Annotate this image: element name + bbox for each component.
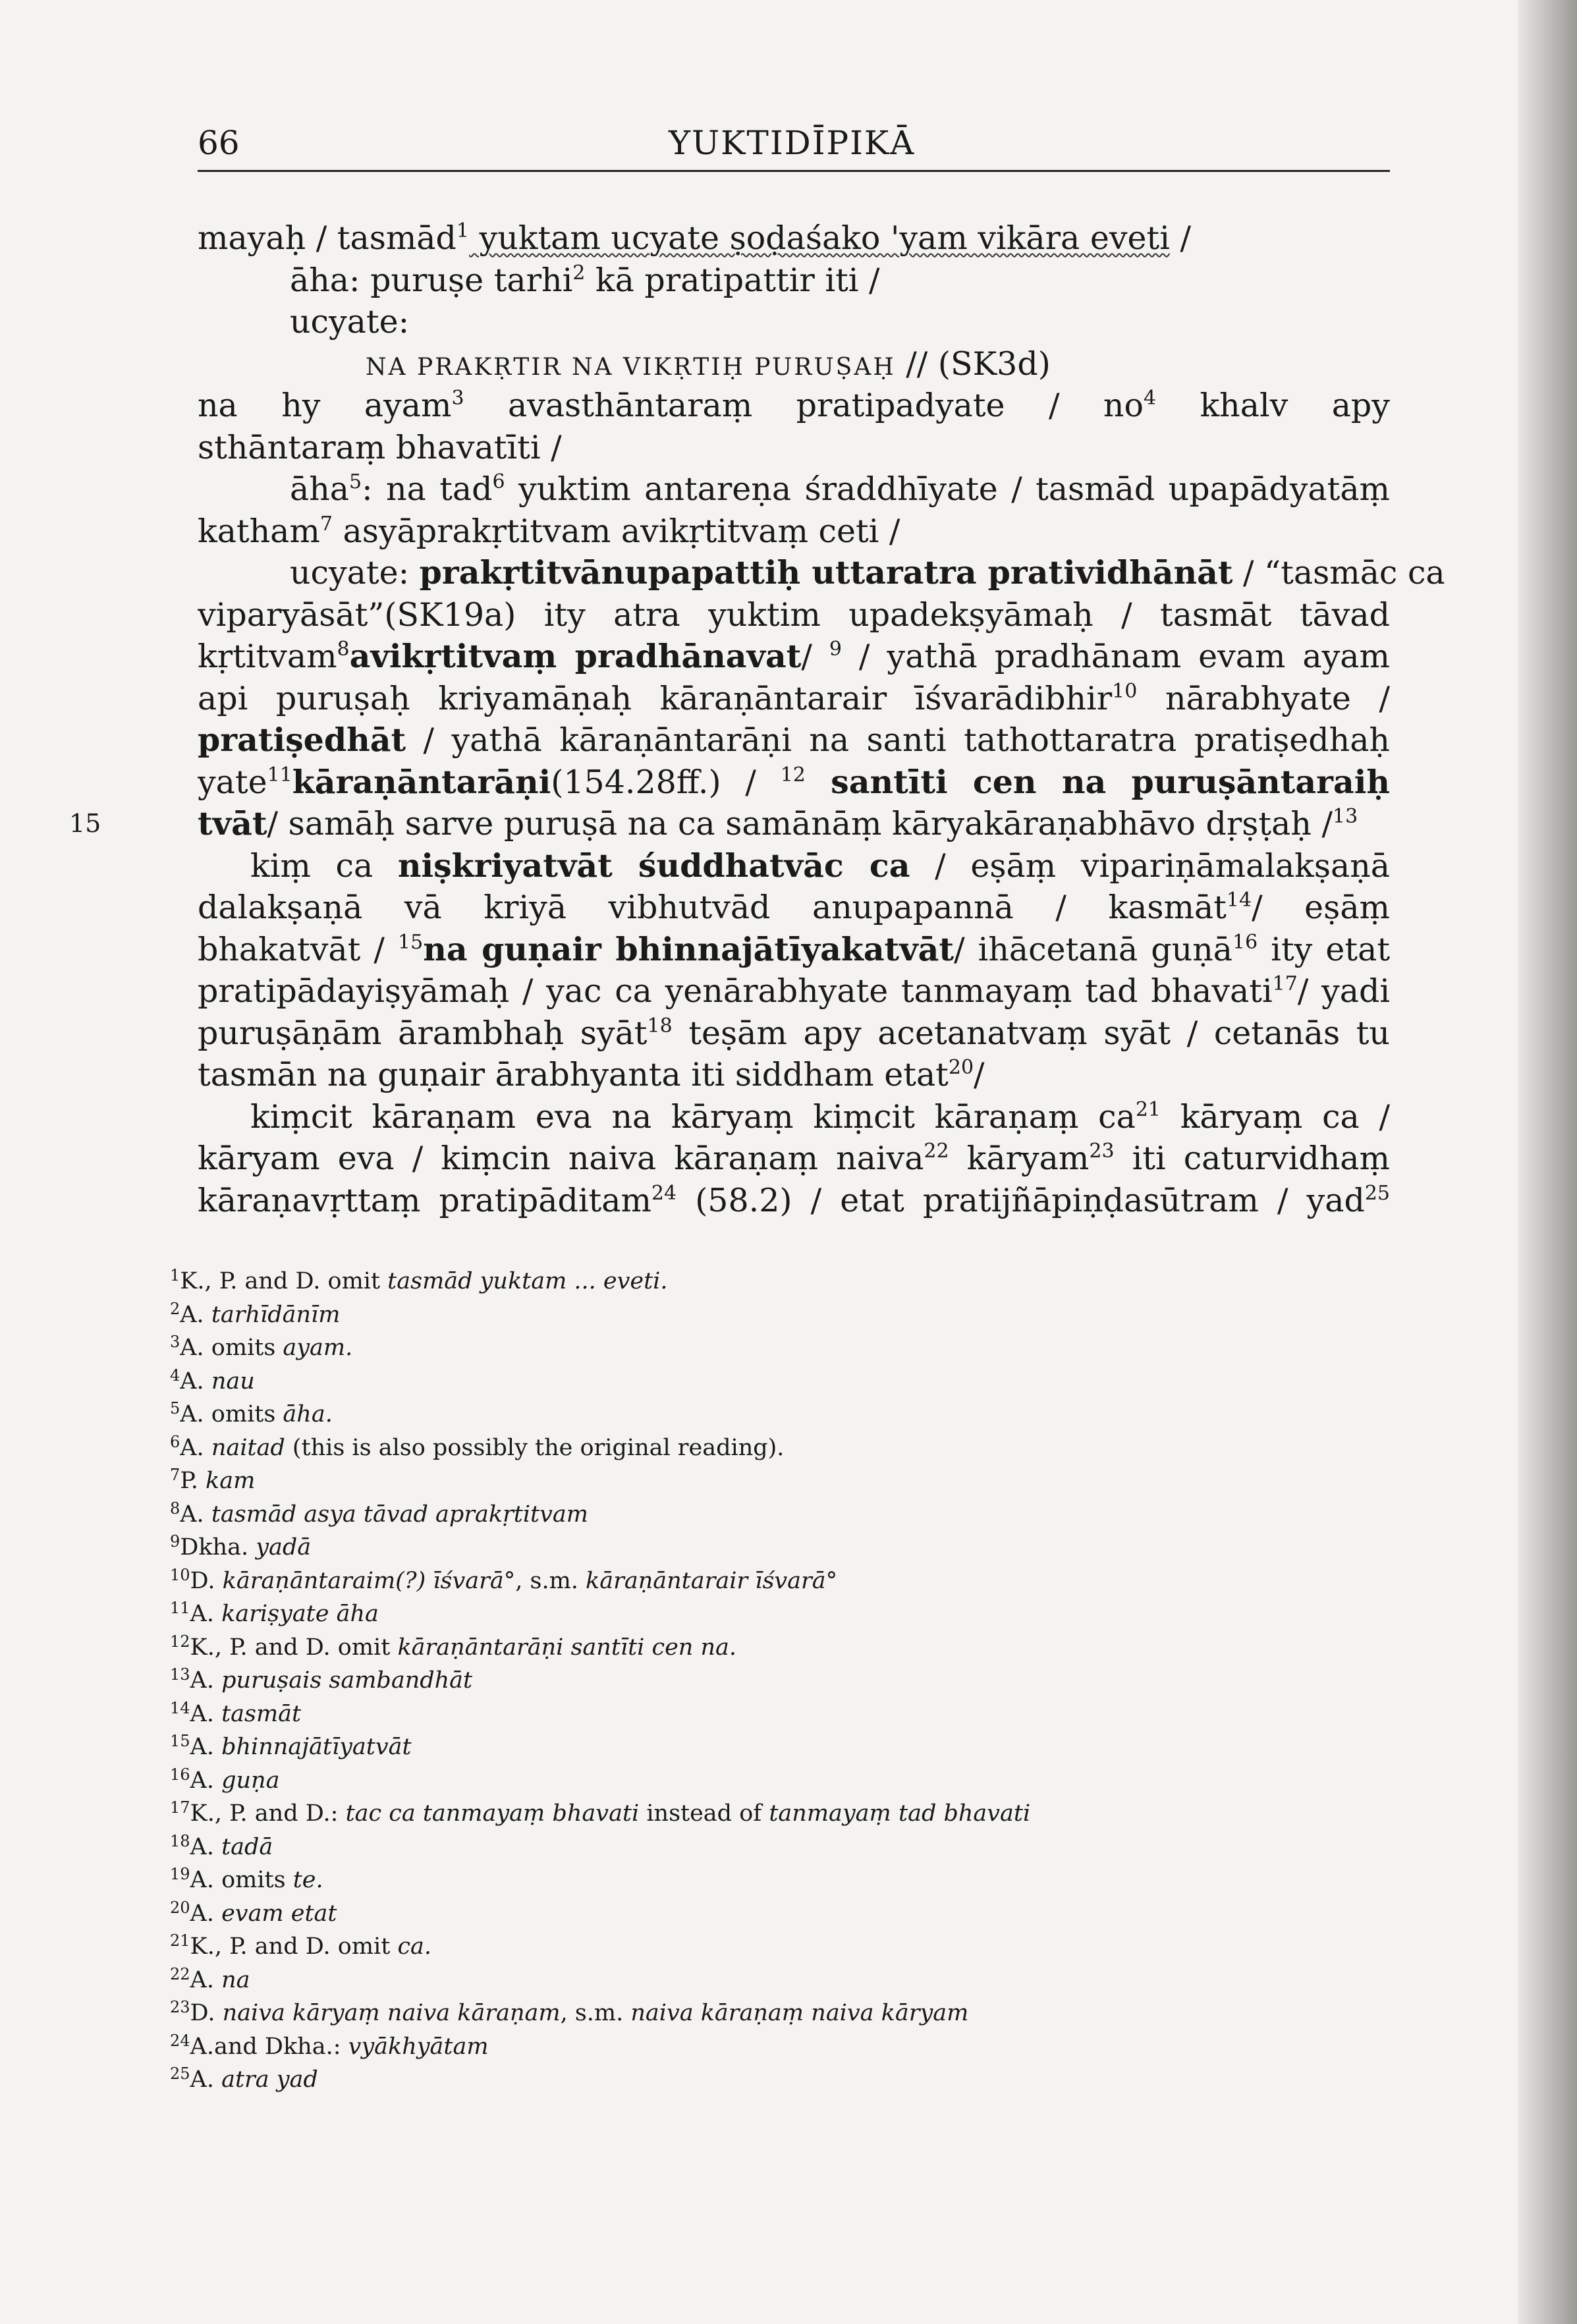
footnote <box>170 1897 337 1931</box>
text-run: ucyate: <box>290 303 410 341</box>
footnote <box>170 1930 431 1964</box>
footnote-italic: bhinnajātīyatvāt <box>221 1734 412 1760</box>
footnote-ref: 21 <box>1135 1097 1161 1121</box>
footnote-ref: 23 <box>1089 1140 1115 1163</box>
footnote-ref: 14 <box>1226 889 1252 912</box>
footnote-number: 14 <box>170 1698 190 1717</box>
footnote-number: 7 <box>170 1466 180 1484</box>
footnote-number: 3 <box>170 1333 180 1351</box>
footnote-number: 23 <box>170 1998 190 2016</box>
bold-text: niṣkriyatvāt śuddhatvāc ca <box>397 846 910 885</box>
text-run: bhakatvāt / <box>198 930 399 968</box>
text-run: dalakṣaṇā vā kriyā vibhutvād anupapannā / kasmāt <box>198 889 1227 926</box>
footnote-number: 16 <box>170 1765 190 1784</box>
footnote-text: A. <box>190 1667 222 1694</box>
text-run: / yathā kāraṇāntarāṇi na santi tathottaratra pratiṣedhaḥ <box>423 721 1390 759</box>
footnote <box>170 2063 318 2097</box>
footnote <box>170 1498 588 1532</box>
text-run: / <box>1169 219 1191 257</box>
text-run: (58.2) / etat pratijñāpiṇḍasūtram / yad <box>677 1181 1365 1219</box>
footnote-number: 15 <box>170 1732 190 1750</box>
text-line <box>290 260 880 302</box>
footnote-italic: yadā <box>256 1534 312 1561</box>
footnote-italic: te. <box>292 1867 323 1893</box>
footnote-ref: 7 <box>319 512 333 536</box>
text-line <box>198 970 1390 1012</box>
text-run: / <box>801 638 829 675</box>
footnote-italic: naitad <box>211 1434 285 1461</box>
page-number: 66 <box>198 124 240 162</box>
text-line <box>198 1138 1390 1179</box>
text-line <box>198 636 1390 677</box>
text-line <box>69 803 1358 845</box>
footnote <box>170 1597 379 1631</box>
footnote-text: A. <box>180 1434 211 1461</box>
text-line <box>198 678 1390 719</box>
footnote-number: 12 <box>170 1632 190 1651</box>
text-run: kāryaṃ ca / <box>1180 1097 1390 1136</box>
bold-text: santīti cen na puruṣāntaraiḥ <box>831 762 1390 801</box>
footnote-number: 24 <box>170 2031 190 2050</box>
text-line <box>198 217 1191 260</box>
wavy-underlined-text: yuktam ucyate ṣoḍaśako 'yam vikāra eveti <box>468 219 1170 257</box>
footnote-italic: na <box>221 1966 250 1993</box>
footnote-text: A. <box>190 1734 222 1760</box>
footnote-text: A. omits <box>180 1335 283 1361</box>
text-line <box>198 594 1390 636</box>
footnote <box>170 1964 250 1997</box>
text-run: / eṣāṃ <box>1252 889 1390 926</box>
footnote-text: K., P. and D.: <box>190 1800 346 1827</box>
text-run: pratipādayiṣyāmaḥ / yac ca yenārabhyate tanmayaṃ tad bhavati <box>198 972 1273 1010</box>
footnote <box>170 1698 301 1731</box>
text-run: : na tad <box>362 470 493 508</box>
footnote-text: (this is also possibly the original reading). <box>285 1434 785 1461</box>
text-run: iti caturvidhaṃ <box>1132 1140 1390 1177</box>
footnote-text: Dkha. <box>180 1534 256 1561</box>
bold-text: prakṛtitvānupapattiḥ uttaratra pratividhānāt <box>419 553 1233 592</box>
footnote-text: P. <box>180 1468 206 1494</box>
text-line <box>198 719 1390 761</box>
footnote-text: A. omits <box>180 1401 283 1427</box>
text-run: (154.28ff.) / <box>551 763 781 801</box>
text-line <box>250 1096 1390 1138</box>
text-run: kāraṇavṛttaṃ pratipāditam <box>198 1181 651 1219</box>
text-run: nārabhyate / <box>1165 679 1390 717</box>
footnote-ref: 20 <box>948 1056 974 1079</box>
text-run: ity etat <box>1258 930 1390 968</box>
bold-text: kāraṇāntarāṇi <box>292 762 551 801</box>
footnote <box>170 1331 352 1365</box>
text-run: // (SK3d) <box>895 345 1051 383</box>
footnote-ref: 22 <box>924 1140 949 1163</box>
footnote-number: 19 <box>170 1865 190 1883</box>
footnote-ref: 8 <box>337 638 350 661</box>
footnote-number: 25 <box>170 2064 190 2083</box>
footnote-ref: 12 <box>780 763 806 787</box>
footnote-text: A. omits <box>190 1867 293 1893</box>
text-run: ucyate: <box>290 554 420 592</box>
footnote-italic: atra yad <box>221 2066 318 2093</box>
footnote-ref: 9 <box>829 638 842 661</box>
footnote <box>170 1730 412 1764</box>
footnote-italic: tadā <box>221 1833 273 1860</box>
footnote <box>170 1664 472 1698</box>
text-run: kiṃ ca <box>250 846 398 885</box>
footnote-number: 2 <box>170 1299 180 1318</box>
footnote-ref: 17 <box>1272 972 1298 995</box>
text-run: khalv apy <box>1200 387 1390 424</box>
text-line <box>198 887 1390 928</box>
footnote-ref: 18 <box>647 1014 673 1038</box>
footnote <box>170 1298 340 1332</box>
footnote <box>170 1864 323 1897</box>
footnote-text: A. <box>190 1900 222 1927</box>
text-run: kṛtitvam <box>198 638 337 675</box>
text-run: api puruṣaḥ kriyamāṇaḥ kāraṇāntarair īśvarādibhir <box>198 679 1113 717</box>
footnote-text: A. <box>180 1501 211 1528</box>
footnote-italic: vyākhyātam <box>348 2033 489 2060</box>
footnote <box>170 1464 255 1498</box>
footnote-text: A. <box>190 1601 222 1627</box>
text-line <box>198 511 900 553</box>
text-run: viparyāsāt”(SK19a) ity atra yuktim upadekṣyāmaḥ / tasmāt tāvad <box>198 595 1390 634</box>
text-run: / ihācetanā guṇā <box>954 930 1233 968</box>
text-run: pradhānam evam ayam <box>977 638 1390 675</box>
footnote <box>170 1365 255 1398</box>
footnote-text: instead of <box>639 1800 769 1827</box>
footnote-number: 20 <box>170 1898 190 1917</box>
footnote-italic: ayam. <box>283 1335 353 1361</box>
footnote-text: D. <box>190 2000 223 2026</box>
text-run: / yathā <box>841 638 978 675</box>
footnote-italic: ca. <box>397 1933 432 1960</box>
heading-smallcaps: NA PRAKṚTIR NA VIKṚTIḤ PURUṢAḤ <box>366 353 896 381</box>
footnote-number: 5 <box>170 1399 180 1418</box>
text-line <box>198 1054 985 1096</box>
text-line <box>198 1180 1390 1221</box>
text-run: kā pratipattir iti / <box>585 261 880 299</box>
footnote <box>170 1398 333 1431</box>
footnote-text: A. <box>190 1767 222 1794</box>
footnote-number: 22 <box>170 1964 190 1983</box>
text-run: kiṃcit kāraṇam eva na kāryaṃ kiṃcit kāraṇaṃ ca <box>250 1097 1136 1136</box>
footnote <box>170 1531 311 1564</box>
footnote-italic: tac ca tanmayaṃ bhavati <box>345 1800 640 1827</box>
footnote-text: A. <box>190 1700 222 1727</box>
footnote-text: A. <box>190 1833 222 1860</box>
footnote-text: D. <box>190 1567 223 1594</box>
text-run: puruṣāṇām ārambhaḥ syāt <box>198 1014 648 1052</box>
text-run: asyāprakṛtitvam avikṛtitvaṃ ceti / <box>332 512 900 550</box>
footnote-number: 11 <box>170 1599 190 1617</box>
footnote-number: 6 <box>170 1432 180 1451</box>
footnote <box>170 1764 279 1798</box>
footnote <box>170 1265 668 1298</box>
footnote-ref: 10 <box>1112 679 1138 703</box>
footnote-italic: tasmād asya tāvad aprakṛtitvam <box>211 1501 588 1528</box>
footnote-text: A. <box>190 1966 222 1993</box>
page-edge-shadow <box>1518 0 1577 2324</box>
footnote-ref: 3 <box>451 387 464 410</box>
text-line <box>366 343 1051 389</box>
footnote-italic: kāraṇāntarāṇi santīti cen na. <box>397 1634 736 1661</box>
footnote-number: 10 <box>170 1565 190 1584</box>
text-run: katham <box>198 512 320 550</box>
text-run: sthāntaraṃ bhavatīti / <box>198 428 562 466</box>
footnote-number: 4 <box>170 1366 180 1385</box>
footnote-number: 9 <box>170 1532 180 1551</box>
footnote-italic: evam etat <box>221 1900 337 1927</box>
footnote-italic: tasmād yuktam ... eveti. <box>387 1268 668 1294</box>
footnote-ref: 15 <box>398 930 424 954</box>
text-run: na hy ayam <box>198 387 452 424</box>
bold-text: tvāt <box>198 804 267 843</box>
text-run: yuktim antareṇa śraddhīyate / tasmād upapādyatāṃ <box>505 470 1390 508</box>
footnote-text: K., P. and D. omit <box>190 1933 398 1960</box>
footnote <box>170 1564 837 1598</box>
footnote-italic: kam <box>206 1468 256 1494</box>
text-run: / yadi <box>1297 972 1390 1010</box>
footnote-text: A. <box>180 1368 211 1395</box>
text-run: kāryam eva / kiṃcin naiva kāraṇaṃ naiva <box>198 1140 924 1177</box>
footnote <box>170 1431 784 1465</box>
footnote-ref: 5 <box>349 470 362 493</box>
text-run: mayaḥ / tasmād <box>198 219 456 257</box>
footnote-ref: 11 <box>267 763 292 787</box>
footnote-ref: 4 <box>1143 387 1157 410</box>
bold-text: pratiṣedhāt <box>198 721 406 759</box>
bold-text: na guṇair bhinnajātīyakatvāt <box>423 929 954 968</box>
footnote-italic: naiva kāraṇaṃ naiva kāryam <box>630 2000 969 2026</box>
text-line <box>198 929 1390 970</box>
page-header <box>198 119 1390 172</box>
text-run: āha <box>290 470 349 508</box>
footnote <box>170 2030 489 2064</box>
footnote-text: K., P. and D. omit <box>190 1634 398 1661</box>
footnote-italic: naiva kāryaṃ naiva kāraṇam <box>222 2000 561 2026</box>
footnote-number: 1 <box>170 1266 180 1285</box>
footnote-italic: kāraṇāntarair īśvarā° <box>586 1567 838 1594</box>
text-run: / <box>974 1056 985 1093</box>
text-run: / “tasmāc ca <box>1232 554 1445 592</box>
text-run: teṣām apy acetanatvaṃ syāt / cetanās tu <box>688 1014 1390 1052</box>
footnote <box>170 1997 968 2030</box>
footnote-text: , s.m. <box>560 2000 631 2026</box>
text-run: / eṣāṃ vipariṇāmalakṣaṇā <box>935 846 1390 885</box>
text-line <box>290 468 1390 510</box>
text-line <box>198 761 1390 803</box>
text-run: āha: puruṣe tarhi <box>290 261 573 299</box>
text-run: tasmān na guṇair ārabhyanta iti siddham etat <box>198 1056 949 1093</box>
footnote-ref: 25 <box>1364 1181 1390 1205</box>
footnote-ref: 6 <box>492 470 505 493</box>
footnote-ref: 2 <box>572 261 586 285</box>
footnote-number: 21 <box>170 1931 190 1950</box>
footnote-italic: tarhīdānīm <box>211 1301 341 1328</box>
footnote-text: K., P. and D. omit <box>180 1268 388 1294</box>
footnote-number: 8 <box>170 1499 180 1518</box>
text-run: yate <box>198 763 267 801</box>
footnote-number: 13 <box>170 1665 190 1684</box>
footnote-italic: kariṣyate āha <box>221 1601 379 1627</box>
footnote-italic: kāraṇāntaraim(?) īśvarā° <box>222 1567 516 1594</box>
footnote-text: A. <box>180 1301 211 1328</box>
text-line <box>290 552 1445 594</box>
text-run: / samāḥ sarve puruṣā na ca samānāṃ kāryakāraṇabhāvo dṛṣṭaḥ / <box>267 805 1333 843</box>
text-line <box>290 301 409 343</box>
footnote-ref: 16 <box>1232 930 1258 954</box>
footnote <box>170 1831 273 1864</box>
text-run: avasthāntaraṃ pratipadyate / no <box>464 387 1144 424</box>
footnote-number: 17 <box>170 1798 190 1817</box>
footnote-italic: nau <box>211 1368 255 1395</box>
text-run: kāryam <box>949 1140 1090 1177</box>
line-number: 15 <box>69 809 101 838</box>
text-line <box>198 385 1390 426</box>
text-line <box>198 427 562 469</box>
footnote-italic: tanmayaṃ tad bhavati <box>769 1800 1031 1827</box>
footnote <box>170 1631 736 1665</box>
bold-text: avikṛtitvaṃ pradhānavat <box>349 637 802 675</box>
footnote <box>170 1797 1030 1831</box>
footnote-text: , s.m. <box>515 1567 586 1594</box>
footnote-ref: 1 <box>456 219 469 242</box>
text-line <box>198 1012 1390 1054</box>
footnote-text: A. <box>190 2066 222 2093</box>
footnote-number: 18 <box>170 1831 190 1850</box>
footnote-italic: āha. <box>283 1401 333 1427</box>
footnote-italic: tasmāt <box>221 1700 302 1727</box>
footnote-italic: puruṣais sambandhāt <box>221 1667 473 1694</box>
footnote-ref: 24 <box>651 1181 677 1205</box>
footnote-italic: guṇa <box>221 1767 280 1794</box>
footnote-text: A.and Dkha.: <box>190 2033 348 2060</box>
running-title: YUKTIDĪPIKĀ <box>669 124 916 162</box>
text-line <box>250 845 1390 887</box>
footnote-ref: 13 <box>1332 805 1358 828</box>
